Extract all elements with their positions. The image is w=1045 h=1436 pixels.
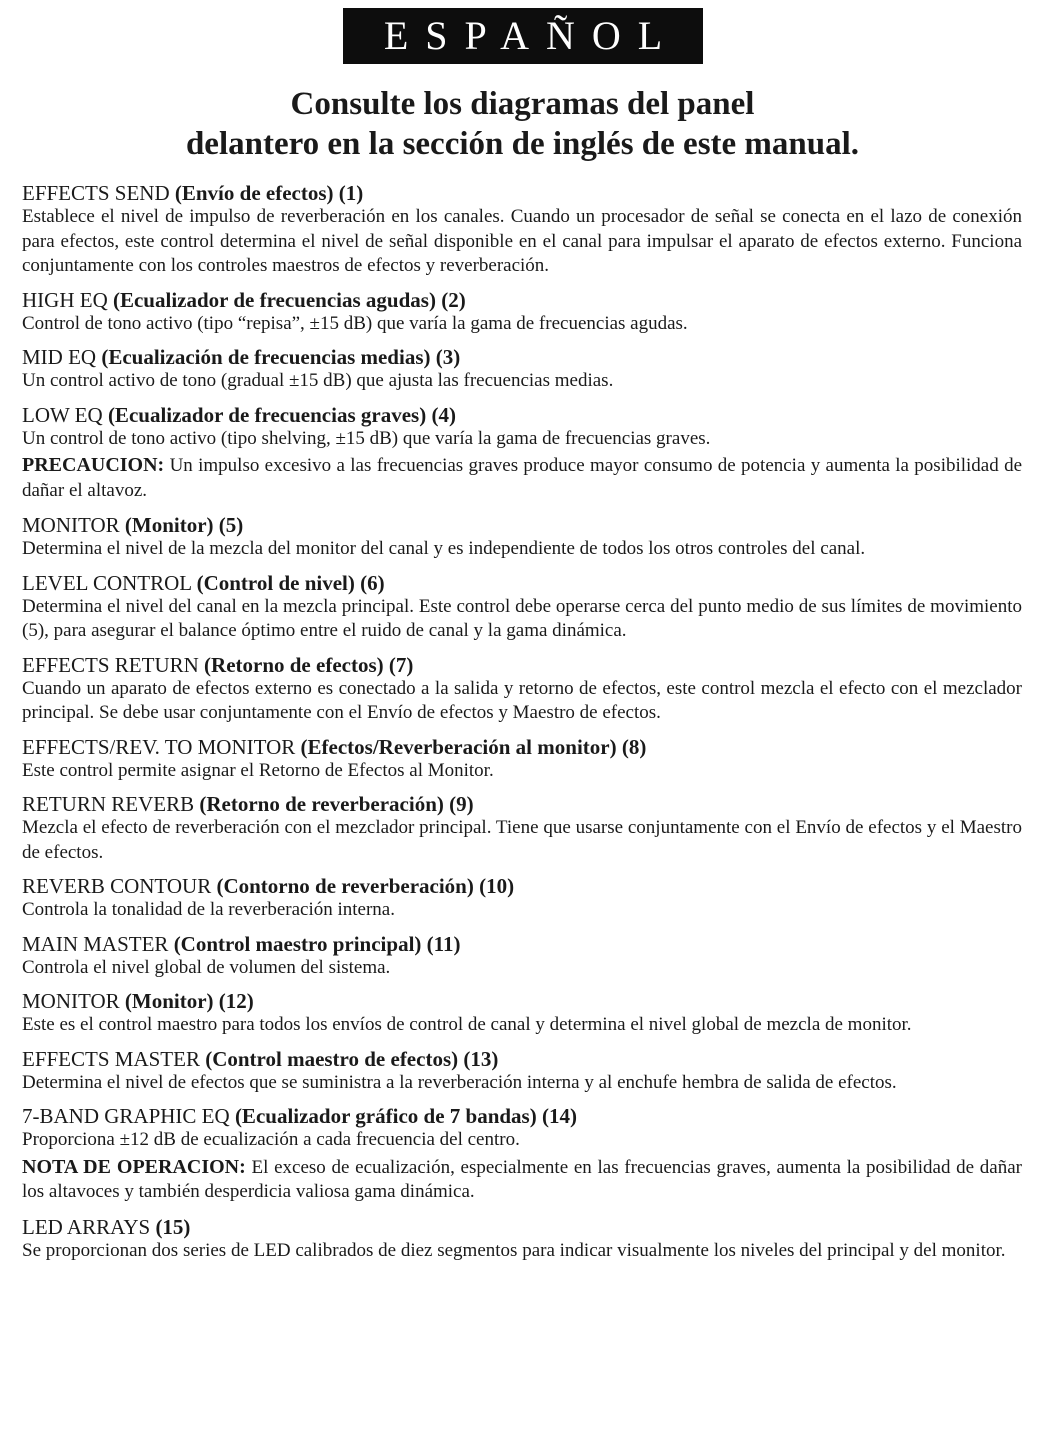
page-title-line-2: delantero en la sección de inglés de este manual. bbox=[185, 126, 860, 162]
control-number: (12) bbox=[218, 989, 254, 1013]
section-heading bbox=[22, 932, 1022, 956]
section-monitor-5 bbox=[22, 513, 1022, 562]
caution-text: Un impulso excesivo a las frecuencias graves produce mayor consumo de potencia y aumenta la posibilidad de dañar el altavoz. bbox=[22, 455, 1023, 501]
control-name: MID EQ bbox=[22, 345, 97, 369]
section-body: Un control activo de tono (gradual ±15 dB) que ajusta las frecuencias medias. bbox=[22, 370, 614, 391]
section-body: Proporciona ±12 dB de ecualización a cada frecuencia del centro. bbox=[22, 1129, 520, 1150]
section-heading bbox=[22, 571, 1022, 595]
control-number: (2) bbox=[441, 287, 466, 312]
operation-note bbox=[22, 1155, 1022, 1205]
control-name: EFFECTS SEND bbox=[22, 181, 170, 205]
section-graphic-eq bbox=[22, 1104, 1022, 1153]
control-name: MONITOR bbox=[22, 989, 120, 1013]
section-heading bbox=[22, 403, 1022, 427]
section-heading bbox=[22, 1215, 1022, 1239]
control-description: (Control maestro de efectos) bbox=[205, 1046, 459, 1071]
language-banner: ESPAÑOL bbox=[343, 8, 703, 64]
control-description: (Control de nivel) bbox=[196, 570, 355, 595]
control-number: (10) bbox=[479, 874, 515, 898]
section-return-reverb bbox=[22, 792, 1022, 865]
control-description: (Envío de efectos) bbox=[174, 181, 334, 205]
control-description: (Efectos/Reverberación al monitor) bbox=[300, 734, 617, 759]
section-low-eq bbox=[22, 403, 1022, 452]
control-name: EFFECTS RETURN bbox=[22, 652, 199, 677]
section-main-master bbox=[22, 932, 1022, 981]
section-heading bbox=[22, 181, 1022, 205]
control-name: MONITOR bbox=[22, 513, 120, 537]
section-effects-master bbox=[22, 1047, 1022, 1096]
section-heading bbox=[22, 735, 1022, 759]
section-level-control bbox=[22, 571, 1022, 644]
control-number: (6) bbox=[360, 570, 385, 595]
page-title-line-1: Consulte los diagramas del panel bbox=[290, 86, 755, 122]
section-body: Determina el nivel de la mezcla del monitor del canal y es independiente de todos los otros controles del canal. bbox=[22, 538, 866, 559]
control-description: (Ecualizador de frecuencias agudas) bbox=[112, 287, 436, 312]
control-number: (9) bbox=[449, 792, 474, 816]
section-effects-rev-to-monitor bbox=[22, 735, 1022, 784]
operation-label: NOTA DE OPERACION: bbox=[22, 1155, 246, 1178]
control-number: (13) bbox=[463, 1046, 499, 1071]
section-heading bbox=[22, 345, 1022, 369]
control-name: REVERB CONTOUR bbox=[22, 874, 212, 898]
section-body: Cuando un aparato de efectos externo es conectado a la salida y retorno de efectos, este control mezcla el efecto con el mezclador principal. Se debe usar conjuntamente con el Envío de efectos y Maestro de efectos. bbox=[22, 677, 1022, 723]
caution-note bbox=[22, 453, 1022, 503]
section-body: Control de tono activo (tipo “repisa”, ±15 dB) que varía la gama de frecuencias agudas. bbox=[22, 312, 688, 334]
control-description: (Contorno de reverberación) bbox=[216, 874, 474, 898]
section-effects-return bbox=[22, 653, 1022, 726]
control-name: HIGH EQ bbox=[22, 287, 108, 312]
section-body: Un control de tono activo (tipo shelving, ±15 dB) que varía la gama de frecuencias graves. bbox=[22, 427, 711, 449]
section-reverb-contour bbox=[22, 874, 1022, 923]
control-description: (Control maestro principal) bbox=[173, 931, 422, 956]
section-body: Establece el nivel de impulso de reverberación en los canales. Cuando un procesador de señal se conecta en el lazo de conexión para efectos, este control determina el nivel de señal disponible en el canal para impulsar el aparato de efectos externo. Funciona conjuntamente con los controles maestros de efectos y reverberación. bbox=[22, 206, 1022, 276]
control-name: LED ARRAYS bbox=[22, 1214, 151, 1239]
section-mid-eq bbox=[22, 345, 1022, 394]
section-heading bbox=[22, 1104, 1022, 1128]
section-heading bbox=[22, 653, 1022, 677]
section-heading bbox=[22, 288, 1022, 312]
control-number: (15) bbox=[155, 1214, 191, 1239]
control-number: (8) bbox=[621, 734, 647, 759]
section-led-arrays bbox=[22, 1215, 1022, 1264]
section-body: Controla el nivel global de volumen del sistema. bbox=[22, 956, 391, 978]
content-column bbox=[22, 181, 1022, 1272]
control-number: (5) bbox=[218, 513, 244, 537]
control-description: (Retorno de reverberación) bbox=[199, 792, 444, 816]
section-high-eq bbox=[22, 288, 1022, 337]
section-heading bbox=[22, 874, 1022, 898]
section-body: Controla la tonalidad de la reverberación interna. bbox=[22, 899, 395, 920]
control-name: RETURN REVERB bbox=[22, 792, 195, 816]
control-number: (1) bbox=[338, 181, 364, 205]
control-description: (Ecualización de frecuencias medias) bbox=[101, 345, 431, 369]
control-name: LOW EQ bbox=[22, 402, 103, 427]
section-effects-send bbox=[22, 181, 1022, 279]
control-description: (Retorno de efectos) bbox=[204, 652, 384, 677]
control-name: MAIN MASTER bbox=[22, 931, 169, 956]
section-body: Mezcla el efecto de reverberación con el mezclador principal. Tiene que usarse conjuntamente con el Envío de efectos y el Maestro de efectos. bbox=[22, 817, 1022, 863]
control-name: LEVEL CONTROL bbox=[22, 570, 192, 595]
control-name: 7-BAND GRAPHIC EQ bbox=[22, 1104, 230, 1128]
control-name: EFFECTS/REV. TO MONITOR bbox=[22, 734, 296, 759]
page-title bbox=[0, 84, 1045, 164]
control-description: (Ecualizador de frecuencias graves) bbox=[107, 402, 427, 427]
section-body: Este es el control maestro para todos los envíos de control de canal y determina el nivel global de mezcla de monitor. bbox=[22, 1014, 912, 1035]
control-number: (4) bbox=[431, 402, 456, 427]
control-description: (Monitor) bbox=[124, 989, 214, 1013]
section-body: Determina el nivel del canal en la mezcla principal. Este control debe operarse cerca del punto medio de sus límites de movimiento (5), para asegurar el balance óptimo entre el ruido de canal y la gama dinámica. bbox=[22, 595, 1022, 641]
caution-label: PRECAUCION: bbox=[22, 454, 165, 476]
section-monitor-12 bbox=[22, 989, 1022, 1038]
section-heading bbox=[22, 1047, 1022, 1071]
section-heading bbox=[22, 513, 1022, 537]
control-description: (Monitor) bbox=[124, 513, 214, 537]
control-number: (14) bbox=[541, 1104, 577, 1128]
section-body: Determina el nivel de efectos que se suministra a la reverberación interna y al enchufe hembra de salida de efectos. bbox=[22, 1071, 897, 1093]
section-heading bbox=[22, 792, 1022, 816]
control-description: (Ecualizador gráfico de 7 bandas) bbox=[234, 1104, 537, 1128]
control-number: (11) bbox=[426, 931, 461, 956]
section-body: Este control permite asignar el Retorno de Efectos al Monitor. bbox=[22, 759, 494, 781]
control-name: EFFECTS MASTER bbox=[22, 1046, 200, 1071]
operation-text: El exceso de ecualización, especialmente en las frecuencias graves, aumenta la posibilidad de dañar los altavoces y también desperdicia valiosa gama dinámica. bbox=[22, 1156, 1023, 1202]
section-body: Se proporcionan dos series de LED calibrados de diez segmentos para indicar visualmente los niveles del principal y del monitor. bbox=[22, 1239, 1006, 1261]
control-number: (3) bbox=[435, 345, 461, 369]
control-number: (7) bbox=[388, 652, 414, 677]
section-heading bbox=[22, 989, 1022, 1013]
